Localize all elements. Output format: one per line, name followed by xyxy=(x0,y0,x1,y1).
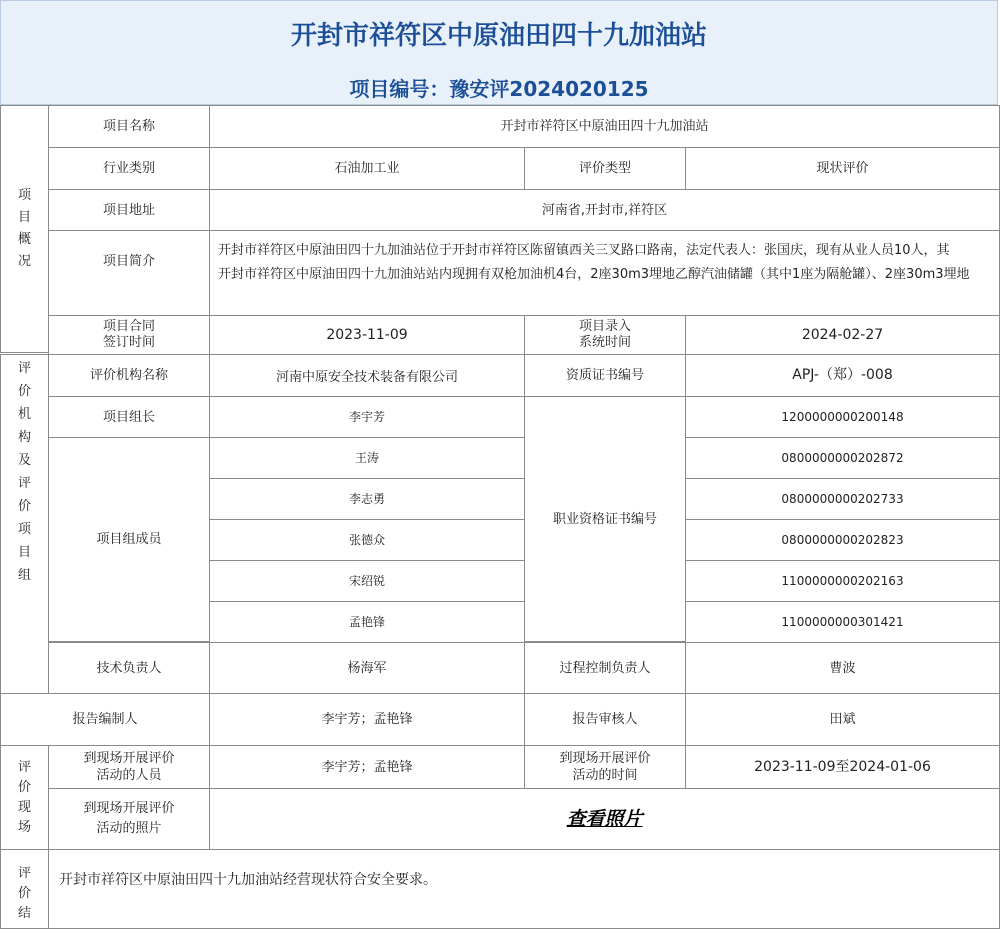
member-name: 李志勇 xyxy=(209,478,525,520)
process-lead-label: 过程控制负责人 xyxy=(524,642,686,694)
report-editor-value: 李宇芳；孟艳锋 xyxy=(209,693,525,746)
eval-type-value: 现状评价 xyxy=(685,147,1000,190)
entry-time-label: 项目录入 系统时间 xyxy=(524,315,686,355)
member-cert: 1100000000301421 xyxy=(685,601,1000,643)
conclusion-text: 开封市祥符区中原油田四十九加油站经营现状符合安全要求。 xyxy=(48,849,1000,929)
tech-lead-label: 技术负责人 xyxy=(48,642,210,694)
member-name: 孟艳锋 xyxy=(209,601,525,643)
intro-value xyxy=(209,230,1000,316)
cert-value: APJ-（郑）-008 xyxy=(685,354,1000,397)
page-title: 开封市祥符区中原油田四十九加油站 xyxy=(290,21,707,51)
site-time-label: 到现场开展评价 活动的时间 xyxy=(524,745,686,789)
address-value: 河南省,开封市,祥符区 xyxy=(209,189,1000,231)
org-label: 评价机构名称 xyxy=(48,354,210,397)
industry-value: 石油加工业 xyxy=(209,147,525,190)
member-name: 王涛 xyxy=(209,437,525,479)
leader-label: 项目组长 xyxy=(48,396,210,438)
report-reviewer-value: 田斌 xyxy=(685,693,1000,746)
member-cert: 1100000000202163 xyxy=(685,560,1000,602)
industry-label: 行业类别 xyxy=(48,147,210,190)
section-conclusion: 评 价 结 xyxy=(0,849,49,929)
members-label: 项目组成员 xyxy=(48,437,210,642)
org-value: 河南中原安全技术装备有限公司 xyxy=(209,354,525,397)
intro-label: 项目简介 xyxy=(48,230,210,316)
leader-cert: 1200000000200148 xyxy=(685,396,1000,438)
site-time-value: 2023-11-09至2024-01-06 xyxy=(685,745,1000,789)
contract-time-label: 项目合同 签订时间 xyxy=(48,315,210,355)
process-lead-value: 曹波 xyxy=(685,642,1000,694)
eval-type-label: 评价类型 xyxy=(524,147,686,190)
intro-line-1: 开封市祥符区中原油田四十九加油站位于开封市祥符区陈留镇西关三叉路口路南，法定代表人：张国庆，现有从业人员10人，其 xyxy=(218,243,950,258)
section-agency: 评 价 机 构 及 评 价 项 目 组 xyxy=(0,354,49,694)
member-cert: 0800000000202872 xyxy=(685,437,1000,479)
view-photos-link[interactable]: 查看照片 xyxy=(566,807,643,830)
tech-lead-value: 杨海军 xyxy=(209,642,525,694)
report-reviewer-label: 报告审核人 xyxy=(524,693,686,746)
section-overview: 项 目 概 况 xyxy=(0,105,49,353)
project-name-label: 项目名称 xyxy=(48,105,210,148)
section-site: 评 价 现 场 xyxy=(0,745,49,850)
member-name: 宋绍锐 xyxy=(209,560,525,602)
report-editor-label: 报告编制人 xyxy=(0,693,210,746)
address-label: 项目地址 xyxy=(48,189,210,231)
qualification-label: 职业资格证书编号 xyxy=(524,396,686,642)
cert-label: 资质证书编号 xyxy=(524,354,686,397)
intro-line-2: 开封市祥符区中原油田四十九加油站站内现拥有双枪加油机4台，2座30m3埋地乙醇汽油储罐（其中1座为隔舱罐）、2座30m3埋地 xyxy=(218,267,970,282)
member-cert: 0800000000202733 xyxy=(685,478,1000,520)
site-staff-label: 到现场开展评价 活动的人员 xyxy=(48,745,210,789)
entry-time-value: 2024-02-27 xyxy=(685,315,1000,355)
project-number: 项目编号：豫安评2024020125 xyxy=(349,77,649,101)
project-name-value: 开封市祥符区中原油田四十九加油站 xyxy=(209,105,1000,148)
leader-name: 李宇芳 xyxy=(209,396,525,438)
site-photo-cell xyxy=(209,788,1000,850)
member-cert: 0800000000202823 xyxy=(685,519,1000,561)
site-staff-value: 李宇芳；孟艳锋 xyxy=(209,745,525,789)
site-photo-label: 到现场开展评价 活动的照片 xyxy=(48,788,210,850)
contract-time-value: 2023-11-09 xyxy=(209,315,525,355)
member-name: 张德众 xyxy=(209,519,525,561)
page-header xyxy=(0,0,998,105)
